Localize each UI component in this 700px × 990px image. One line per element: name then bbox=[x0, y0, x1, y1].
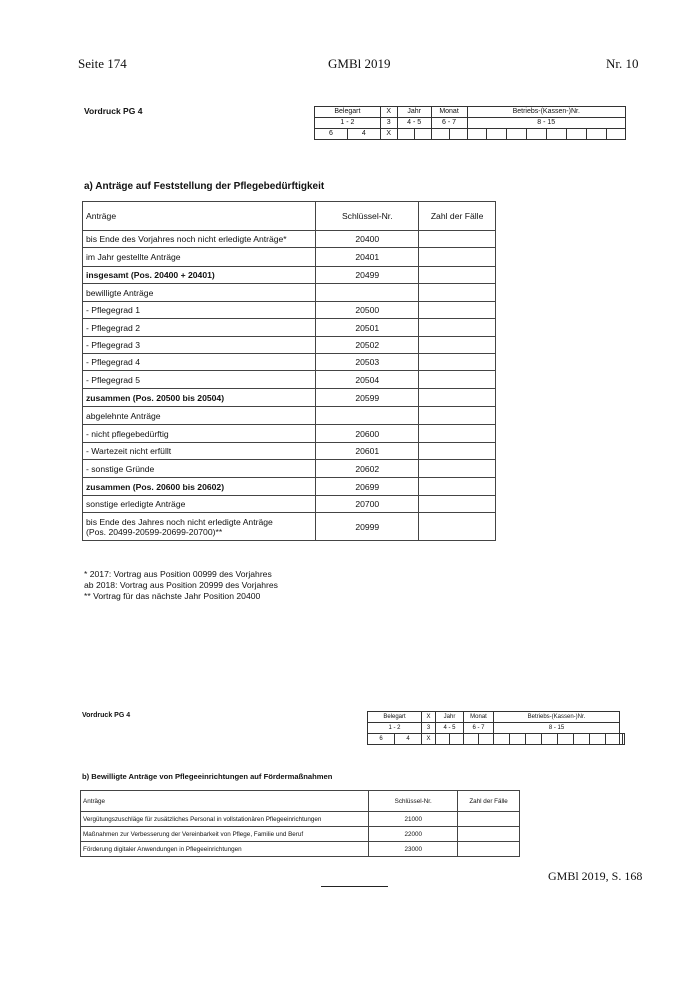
table-row bbox=[83, 337, 496, 354]
code-cell[interactable] bbox=[574, 734, 590, 745]
row-label-text: bis Ende des Jahres noch nicht erledigte Anträge bbox=[86, 516, 273, 527]
footnotes bbox=[84, 569, 278, 602]
code-cell[interactable] bbox=[397, 129, 414, 140]
code-head-belegart: Belegart bbox=[368, 712, 422, 723]
row-count-input[interactable] bbox=[419, 354, 496, 371]
row-label-text: im Jahr gestellte Anträge bbox=[86, 252, 181, 262]
code-head-belegart: Belegart bbox=[315, 107, 381, 118]
section-a-title: a) Anträge auf Feststellung der Pflegebedürftigkeit bbox=[84, 181, 325, 192]
row-label bbox=[83, 319, 316, 337]
journal-title: GMBl 2019 bbox=[328, 56, 391, 71]
code-cell[interactable] bbox=[436, 734, 450, 745]
table-row bbox=[83, 496, 496, 513]
row-code: 20504 bbox=[316, 371, 419, 389]
row-count-input[interactable] bbox=[419, 425, 496, 443]
code-cell[interactable] bbox=[510, 734, 526, 745]
row-label-text: - Pflegegrad 1 bbox=[86, 305, 140, 315]
code-pos: 1 - 2 bbox=[368, 723, 422, 734]
row-label bbox=[83, 337, 316, 354]
applications-table bbox=[82, 201, 496, 541]
row-label: Vergütungszuschläge für zusätzliches Personal in vollstationären Pflegeeinrichtungen bbox=[81, 812, 369, 827]
row-label bbox=[83, 231, 316, 248]
code-pos: 4 - 5 bbox=[436, 723, 464, 734]
row-label-text: - Pflegegrad 2 bbox=[86, 322, 140, 333]
code-pos: 6 - 7 bbox=[431, 118, 467, 129]
code-cell[interactable] bbox=[527, 129, 547, 140]
row-label bbox=[83, 267, 316, 284]
row-label bbox=[83, 443, 316, 460]
row-label bbox=[83, 302, 316, 319]
row-code: 20503 bbox=[316, 354, 419, 371]
row-count-input[interactable] bbox=[419, 231, 496, 248]
citation: GMBl 2019, S. 168 bbox=[548, 869, 643, 883]
code-cell[interactable] bbox=[431, 129, 449, 140]
row-count-input[interactable] bbox=[419, 371, 496, 389]
code-head-monat: Monat bbox=[431, 107, 467, 118]
row-label bbox=[83, 284, 316, 302]
table-row bbox=[83, 284, 496, 302]
code-cell[interactable] bbox=[547, 129, 567, 140]
table-row bbox=[83, 478, 496, 496]
row-label-text: - Wartezeit nicht erfüllt bbox=[86, 446, 172, 456]
row-code bbox=[316, 284, 419, 302]
row-label-text-2: (Pos. 20499-20599-20699-20700)** bbox=[86, 526, 223, 537]
code-pos: 4 - 5 bbox=[397, 118, 431, 129]
row-count-input[interactable] bbox=[419, 319, 496, 337]
row-label-text: - sonstige Gründe bbox=[86, 463, 155, 474]
code-value: 4 bbox=[347, 129, 380, 140]
row-count-input[interactable] bbox=[419, 302, 496, 319]
col-header-antraege: Anträge bbox=[83, 202, 316, 231]
code-cell[interactable] bbox=[479, 734, 494, 745]
footnote-2: ab 2018: Vortrag aus Position 20999 des Vorjahres bbox=[84, 580, 278, 590]
row-count-input[interactable] bbox=[419, 478, 496, 496]
code-head-betriebsnr: Betriebs-(Kassen-)Nr. bbox=[467, 107, 626, 118]
row-code: 20499 bbox=[316, 267, 419, 284]
col-header-schluessel: Schlüssel-Nr. bbox=[369, 791, 458, 812]
code-head-monat: Monat bbox=[464, 712, 494, 723]
row-code: 20600 bbox=[316, 425, 419, 443]
row-code: 20400 bbox=[316, 231, 419, 248]
table-row bbox=[83, 319, 496, 337]
table-row bbox=[83, 267, 496, 284]
row-label-text: - Pflegegrad 5 bbox=[86, 374, 140, 385]
row-code: 20501 bbox=[316, 319, 419, 337]
table-row bbox=[83, 513, 496, 541]
row-count-input[interactable] bbox=[419, 407, 496, 425]
row-label bbox=[83, 248, 316, 267]
table-row bbox=[83, 425, 496, 443]
table-row bbox=[83, 389, 496, 407]
row-code: 20502 bbox=[316, 337, 419, 354]
row-label-text: bis Ende des Vorjahres noch nicht erledigte Anträge* bbox=[86, 234, 287, 244]
row-label-text: sonstige erledigte Anträge bbox=[86, 499, 186, 509]
row-code: 20700 bbox=[316, 496, 419, 513]
page-number: Seite 174 bbox=[78, 56, 127, 71]
row-label-text: - Pflegegrad 4 bbox=[86, 357, 140, 367]
code-head-betriebsnr: Betriebs-(Kassen-)Nr. bbox=[494, 712, 620, 723]
row-label-text: insgesamt (Pos. 20400 + 20401) bbox=[86, 270, 215, 280]
code-value: X bbox=[422, 734, 436, 745]
code-table bbox=[314, 106, 626, 140]
row-label bbox=[83, 354, 316, 371]
row-count-input[interactable] bbox=[419, 267, 496, 284]
code-head-jahr: Jahr bbox=[436, 712, 464, 723]
code-cell[interactable] bbox=[450, 734, 464, 745]
row-label bbox=[83, 407, 316, 425]
code-pos: 3 bbox=[380, 118, 397, 129]
code-value: 6 bbox=[368, 734, 395, 745]
table-row bbox=[81, 812, 520, 827]
code-cell[interactable] bbox=[526, 734, 542, 745]
code-cell[interactable] bbox=[558, 734, 574, 745]
row-count-input[interactable] bbox=[419, 460, 496, 478]
code-cell[interactable] bbox=[542, 734, 558, 745]
table-row bbox=[83, 231, 496, 248]
table-row bbox=[83, 407, 496, 425]
footnote-3: ** Vortrag für das nächste Jahr Position 20400 bbox=[84, 591, 261, 601]
code-cell[interactable] bbox=[464, 734, 479, 745]
code-head-x: X bbox=[422, 712, 436, 723]
code-cell[interactable] bbox=[449, 129, 467, 140]
col-header-schluessel: Schlüssel-Nr. bbox=[316, 202, 419, 231]
code-cell[interactable] bbox=[487, 129, 507, 140]
row-count-input[interactable] bbox=[419, 284, 496, 302]
row-code bbox=[316, 407, 419, 425]
row-count-input[interactable] bbox=[419, 248, 496, 267]
code-head-jahr: Jahr bbox=[397, 107, 431, 118]
code-cell[interactable] bbox=[587, 129, 607, 140]
row-code: 20500 bbox=[316, 302, 419, 319]
code-pos: 1 - 2 bbox=[315, 118, 381, 129]
row-label-text: - Pflegegrad 3 bbox=[86, 340, 140, 350]
row-code: 23000 bbox=[369, 842, 458, 857]
row-count-input[interactable] bbox=[458, 842, 520, 857]
row-label bbox=[83, 371, 316, 389]
row-label bbox=[83, 460, 316, 478]
row-code: 20401 bbox=[316, 248, 419, 267]
row-count-input[interactable] bbox=[419, 496, 496, 513]
row-code: 20599 bbox=[316, 389, 419, 407]
table-row bbox=[83, 248, 496, 267]
footnote-1: * 2017: Vortrag aus Position 00999 des Vorjahres bbox=[84, 569, 272, 579]
row-code: 20601 bbox=[316, 443, 419, 460]
issue-number: Nr. 10 bbox=[606, 56, 639, 71]
row-count-input[interactable] bbox=[419, 389, 496, 407]
row-count-input[interactable] bbox=[419, 443, 496, 460]
code-cell[interactable] bbox=[606, 734, 620, 745]
code-cell[interactable] bbox=[507, 129, 527, 140]
table-row bbox=[83, 443, 496, 460]
form-label-small: Vordruck PG 4 bbox=[82, 712, 131, 719]
funding-table bbox=[80, 790, 520, 857]
form-label: Vordruck PG 4 bbox=[84, 106, 143, 116]
code-value: X bbox=[380, 129, 397, 140]
row-code: 20699 bbox=[316, 478, 419, 496]
row-label bbox=[83, 478, 316, 496]
col-header-zahl: Zahl der Fälle bbox=[419, 202, 496, 231]
code-pos: 3 bbox=[422, 723, 436, 734]
code-cell[interactable] bbox=[606, 129, 625, 140]
table-row bbox=[83, 302, 496, 319]
row-label: Förderung digitaler Anwendungen in Pflegeeinrichtungen bbox=[81, 842, 369, 857]
code-cell[interactable] bbox=[494, 734, 510, 745]
row-label-text: abgelehnte Anträge bbox=[86, 410, 161, 421]
code-cell[interactable] bbox=[590, 734, 606, 745]
code-cell[interactable] bbox=[414, 129, 431, 140]
code-pos: 6 - 7 bbox=[464, 723, 494, 734]
row-count-input[interactable] bbox=[458, 827, 520, 842]
row-label-text: zusammen (Pos. 20500 bis 20504) bbox=[86, 392, 225, 403]
col-header-zahl: Zahl der Fälle bbox=[458, 791, 520, 812]
row-code: 22000 bbox=[369, 827, 458, 842]
row-count-input[interactable] bbox=[419, 337, 496, 354]
row-code: 20999 bbox=[316, 513, 419, 541]
row-label bbox=[83, 496, 316, 513]
row-code: 21000 bbox=[369, 812, 458, 827]
code-table-small bbox=[367, 711, 625, 745]
row-label bbox=[83, 513, 316, 541]
row-code: 20602 bbox=[316, 460, 419, 478]
table-row bbox=[81, 842, 520, 857]
row-label-text: bewilligte Anträge bbox=[86, 287, 154, 298]
section-b-title: b) Bewilligte Anträge von Pflegeeinrichtungen auf Fördermaßnahmen bbox=[82, 772, 333, 781]
code-pos: 8 - 15 bbox=[467, 118, 626, 129]
code-value: 6 bbox=[315, 129, 348, 140]
row-label bbox=[83, 425, 316, 443]
row-label-text: - nicht pflegebedürftig bbox=[86, 428, 169, 439]
code-cell[interactable] bbox=[467, 129, 487, 140]
row-label: Maßnahmen zur Verbesserung der Vereinbarkeit von Pflege, Familie und Beruf bbox=[81, 827, 369, 842]
code-cell[interactable] bbox=[567, 129, 587, 140]
code-pos: 8 - 15 bbox=[494, 723, 620, 734]
col-header-antraege: Anträge bbox=[81, 791, 369, 812]
code-head-x: X bbox=[380, 107, 397, 118]
table-row bbox=[83, 460, 496, 478]
code-value: 4 bbox=[395, 734, 422, 745]
table-row bbox=[81, 827, 520, 842]
row-label bbox=[83, 389, 316, 407]
table-row bbox=[83, 354, 496, 371]
row-count-input[interactable] bbox=[458, 812, 520, 827]
divider-line bbox=[321, 886, 388, 887]
code-cell[interactable] bbox=[622, 734, 625, 745]
table-row bbox=[83, 371, 496, 389]
row-count-input[interactable] bbox=[419, 513, 496, 541]
row-label-text: zusammen (Pos. 20600 bis 20602) bbox=[86, 481, 225, 492]
